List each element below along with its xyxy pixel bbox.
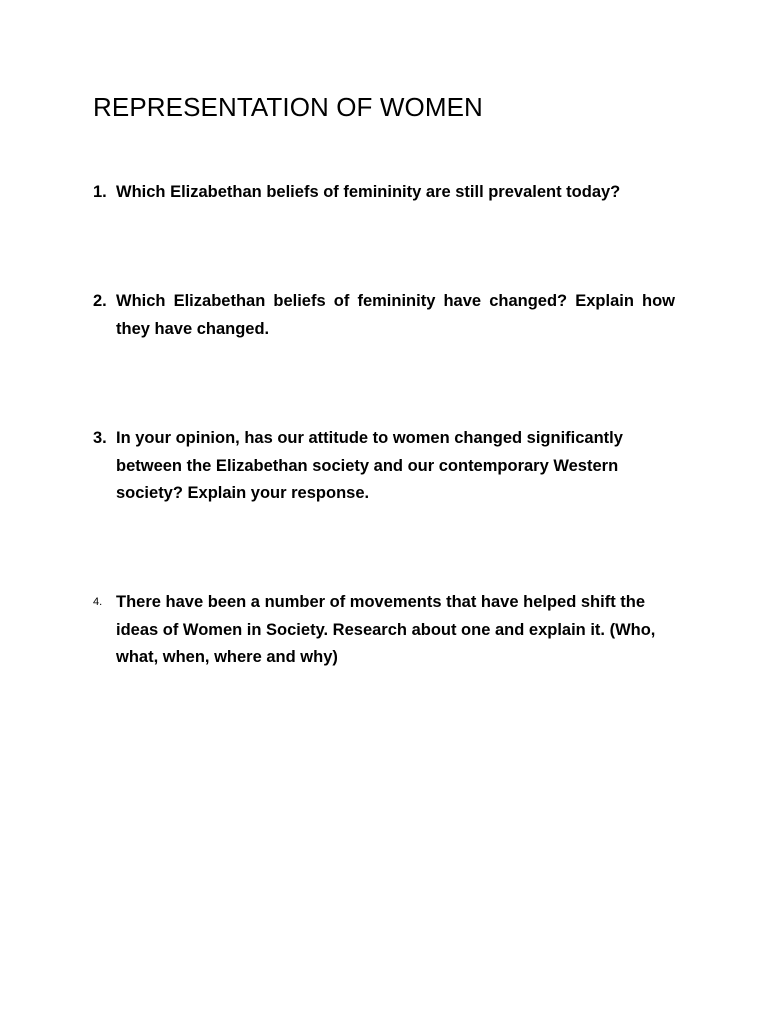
page-title: REPRESENTATION OF WOMEN [93, 92, 483, 122]
question-text: Which Elizabethan beliefs of femininity are still prevalent today? [116, 183, 621, 201]
question-text: Which Elizabethan beliefs of femininity have changed? Explain how they have changed. [116, 292, 675, 338]
question-item-2 [93, 288, 675, 343]
question-number: 3. [93, 429, 107, 447]
question-number: 1. [93, 183, 107, 201]
question-number: 4. [93, 596, 103, 608]
question-item-1 [93, 179, 675, 207]
question-item-4 [93, 589, 675, 672]
question-item-3 [93, 425, 675, 508]
question-text: In your opinion, has our attitude to women changed significantly between the Elizabethan society and our contemporary Western society? Explain your response. [116, 429, 623, 502]
question-number: 2. [93, 292, 107, 310]
question-text: There have been a number of movements that have helped shift the ideas of Women in Society. Research about one and explain it. (Who, what, when, where and why) [116, 593, 656, 666]
